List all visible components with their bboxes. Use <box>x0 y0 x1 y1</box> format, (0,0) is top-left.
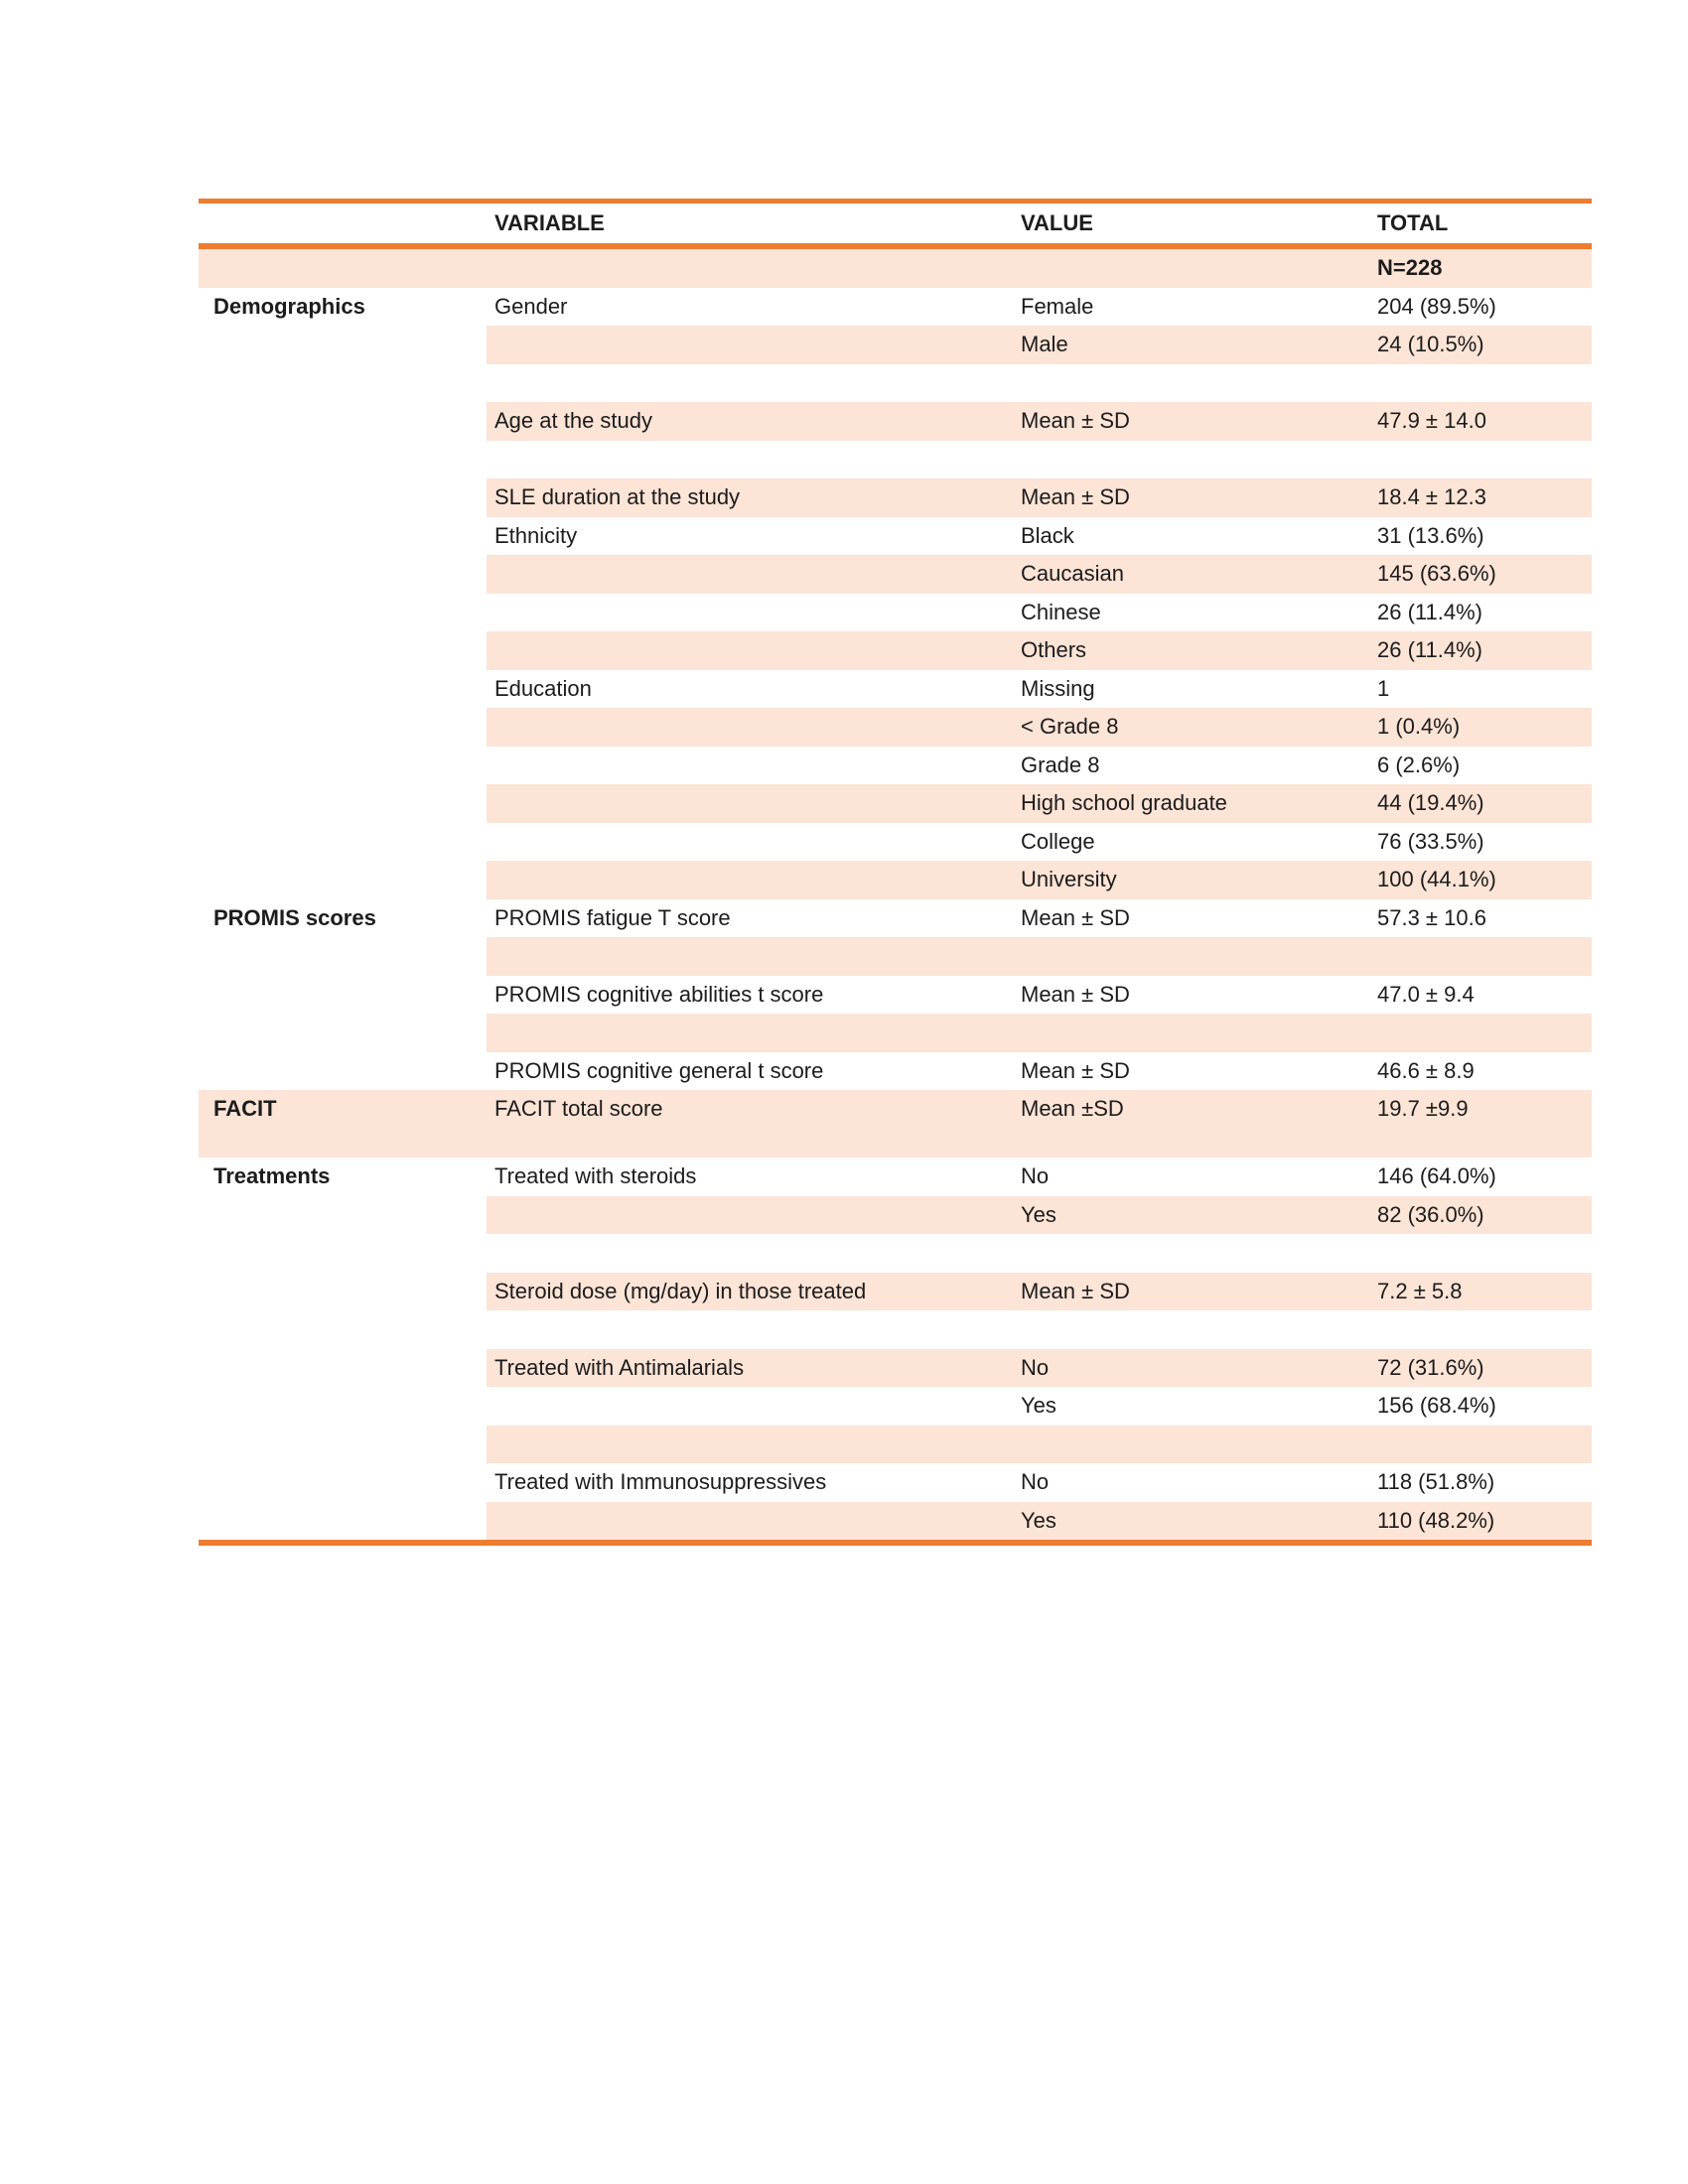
table-row <box>199 1273 1592 1311</box>
spacer-row <box>199 937 1592 976</box>
row-total-cell: 24 (10.5%) <box>1365 326 1592 364</box>
spacer-row <box>199 441 1592 479</box>
table-row <box>199 784 1592 823</box>
row-value-cell <box>1010 1014 1365 1052</box>
row-value-cell: Missing <box>1021 675 1095 701</box>
row-value-cell <box>1010 1234 1365 1273</box>
row-value-cell: No <box>1010 1349 1365 1388</box>
row-category-label <box>199 1426 487 1464</box>
row-variable-cell: Age at the study <box>487 402 1010 441</box>
row-variable-cell <box>487 249 1010 288</box>
row-total-cell <box>1365 1234 1592 1273</box>
row-category-label <box>199 631 487 670</box>
table-row <box>199 631 1592 670</box>
row-value-cell: Others <box>1010 631 1365 670</box>
row-value-cell: Mean ± SD <box>1021 981 1130 1007</box>
row-variable-cell <box>487 631 1010 670</box>
row-value-cell: Mean ± SD <box>1010 478 1365 517</box>
table-row <box>199 249 1592 288</box>
table-row <box>199 823 1592 862</box>
row-total-cell: 46.6 ± 8.9 <box>1377 1057 1475 1083</box>
row-category-label <box>199 1349 487 1388</box>
row-variable-cell: Treated with Immunosuppressives <box>494 1469 827 1495</box>
row-total-cell: 26 (11.4%) <box>1365 631 1592 670</box>
row-category-label <box>199 1463 487 1502</box>
table-row <box>199 708 1592 747</box>
table-row <box>199 555 1592 594</box>
row-category-label <box>199 441 487 479</box>
table-row <box>199 1052 1592 1091</box>
row-variable-cell <box>487 1502 1010 1541</box>
column-header-variable: VARIABLE <box>494 210 605 235</box>
row-category-label <box>199 976 487 1015</box>
column-header-value: VALUE <box>1021 210 1093 235</box>
row-total-cell <box>1365 937 1592 976</box>
spacer-row <box>199 1426 1592 1464</box>
spacer-row <box>199 1234 1592 1273</box>
row-variable-cell: PROMIS cognitive general t score <box>494 1057 824 1083</box>
row-variable-cell <box>487 784 1010 823</box>
row-variable-cell <box>487 1196 1010 1235</box>
row-total-cell: 47.0 ± 9.4 <box>1377 981 1475 1007</box>
table-header-row <box>199 204 1592 243</box>
row-category-label: Demographics <box>213 293 365 319</box>
spacer-row <box>199 364 1592 403</box>
row-variable-cell <box>487 823 1010 862</box>
row-variable-cell <box>487 326 1010 364</box>
row-category-label <box>199 708 487 747</box>
spacer-row <box>199 1014 1592 1052</box>
row-value-cell: Mean ± SD <box>1021 1057 1130 1083</box>
row-variable-cell: PROMIS fatigue T score <box>494 904 731 930</box>
table-row <box>199 1502 1592 1541</box>
row-category-label <box>199 670 487 709</box>
row-total-cell: 18.4 ± 12.3 <box>1365 478 1592 517</box>
row-value-cell: No <box>1021 1469 1050 1495</box>
row-value-cell: No <box>1021 1163 1050 1189</box>
table-row <box>199 976 1592 1015</box>
row-value-cell: University <box>1010 861 1365 899</box>
row-category-label <box>199 594 487 632</box>
table-row <box>199 747 1592 785</box>
row-total-cell: 156 (68.4%) <box>1377 1393 1496 1419</box>
row-value-cell: Black <box>1021 522 1074 548</box>
row-value-cell: Mean ±SD <box>1010 1090 1365 1158</box>
row-value-cell: Mean ± SD <box>1010 1273 1365 1311</box>
row-value-cell: Yes <box>1021 1393 1056 1419</box>
table-row <box>199 1463 1592 1502</box>
row-variable-cell: Treated with Antimalarials <box>487 1349 1010 1388</box>
row-variable-cell <box>487 1234 1010 1273</box>
row-category-label <box>199 784 487 823</box>
row-category-label <box>199 1310 487 1349</box>
table-row <box>199 326 1592 364</box>
row-value-cell <box>1010 364 1365 403</box>
row-category-label <box>199 1014 487 1052</box>
row-total-cell: 82 (36.0%) <box>1365 1196 1592 1235</box>
row-value-cell: < Grade 8 <box>1010 708 1365 747</box>
row-variable-cell <box>487 1014 1010 1052</box>
row-total-cell: 44 (19.4%) <box>1365 784 1592 823</box>
row-variable-cell: FACIT total score <box>487 1090 1010 1158</box>
row-variable-cell: Ethnicity <box>494 522 578 548</box>
row-variable-cell <box>487 861 1010 899</box>
row-value-cell: Chinese <box>1021 599 1101 624</box>
row-category-label <box>199 555 487 594</box>
row-value-cell: College <box>1021 828 1095 854</box>
row-category-label: FACIT <box>199 1090 487 1158</box>
row-variable-cell <box>487 364 1010 403</box>
row-category-label: PROMIS scores <box>213 904 376 930</box>
row-total-cell <box>1365 1014 1592 1052</box>
row-total-cell <box>1365 364 1592 403</box>
row-value-cell: High school graduate <box>1010 784 1365 823</box>
row-category-label <box>199 1196 487 1235</box>
row-category-label <box>199 937 487 976</box>
row-variable-cell <box>487 1310 1010 1349</box>
row-value-cell: Caucasian <box>1010 555 1365 594</box>
row-category-label <box>199 364 487 403</box>
table-row <box>199 402 1592 441</box>
row-category-label <box>199 249 487 288</box>
row-value-cell: Yes <box>1010 1196 1365 1235</box>
row-value-cell <box>1010 937 1365 976</box>
table-row <box>199 517 1592 556</box>
row-value-cell <box>1010 1310 1365 1349</box>
row-total-cell: 110 (48.2%) <box>1365 1502 1592 1541</box>
table-row <box>199 1158 1592 1196</box>
table-row <box>199 1196 1592 1235</box>
row-total-cell: 118 (51.8%) <box>1377 1469 1495 1495</box>
row-variable-cell <box>487 747 1010 785</box>
row-variable-cell: PROMIS cognitive abilities t score <box>494 981 824 1007</box>
column-header-total: TOTAL <box>1377 210 1449 235</box>
row-value-cell: Female <box>1021 293 1094 319</box>
row-category-label <box>199 478 487 517</box>
row-total-cell: 19.7 ±9.9 <box>1365 1090 1592 1158</box>
row-variable-cell <box>487 708 1010 747</box>
row-total-cell: 6 (2.6%) <box>1377 751 1461 777</box>
row-variable-cell: Education <box>494 675 592 701</box>
row-category-label: Treatments <box>213 1163 331 1189</box>
row-value-cell: Male <box>1010 326 1365 364</box>
row-total-cell <box>1365 1310 1592 1349</box>
table-row <box>199 899 1592 938</box>
row-total-cell: 1 (0.4%) <box>1365 708 1592 747</box>
row-total-cell: 31 (13.6%) <box>1377 522 1484 548</box>
row-variable-cell: Gender <box>494 293 568 319</box>
row-variable-cell: Steroid dose (mg/day) in those treated <box>487 1273 1010 1311</box>
row-value-cell: Yes <box>1010 1502 1365 1541</box>
row-total-cell: N=228 <box>1365 249 1592 288</box>
row-variable-cell <box>487 555 1010 594</box>
row-total-cell: 26 (11.4%) <box>1377 599 1482 624</box>
row-category-label <box>199 1234 487 1273</box>
row-total-cell: 72 (31.6%) <box>1365 1349 1592 1388</box>
table-row <box>199 861 1592 899</box>
row-category-label <box>199 1502 487 1541</box>
table-row <box>199 478 1592 517</box>
row-total-cell <box>1365 1426 1592 1464</box>
row-category-label <box>199 1273 487 1311</box>
row-total-cell: 57.3 ± 10.6 <box>1377 904 1486 930</box>
spacer-row <box>199 1310 1592 1349</box>
row-category-label <box>199 861 487 899</box>
column-header-category <box>199 204 487 243</box>
row-category-label <box>199 747 487 785</box>
table-body <box>199 249 1592 1540</box>
row-total-cell: 76 (33.5%) <box>1377 828 1484 854</box>
row-total-cell: 204 (89.5%) <box>1377 293 1496 319</box>
row-variable-cell <box>487 937 1010 976</box>
row-category-label <box>199 326 487 364</box>
row-total-cell: 47.9 ± 14.0 <box>1365 402 1592 441</box>
row-category-label <box>199 402 487 441</box>
table-bottom-border <box>199 1540 1592 1546</box>
row-variable-cell <box>487 1387 1010 1426</box>
table-row <box>199 288 1592 327</box>
row-total-cell: 7.2 ± 5.8 <box>1365 1273 1592 1311</box>
row-value-cell: Mean ± SD <box>1021 904 1130 930</box>
table-row <box>199 1349 1592 1388</box>
row-total-cell: 1 <box>1377 675 1390 701</box>
table-row <box>199 1090 1592 1158</box>
row-variable-cell <box>487 594 1010 632</box>
row-category-label <box>199 823 487 862</box>
row-category-label <box>199 517 487 556</box>
row-category-label <box>199 1052 487 1091</box>
row-value-cell: Grade 8 <box>1021 751 1100 777</box>
row-total-cell: 145 (63.6%) <box>1365 555 1592 594</box>
row-total-cell: 146 (64.0%) <box>1377 1163 1496 1189</box>
row-value-cell <box>1010 1426 1365 1464</box>
study-characteristics-table <box>199 199 1592 1546</box>
row-total-cell: 100 (44.1%) <box>1365 861 1592 899</box>
row-variable-cell: Treated with steroids <box>494 1163 697 1189</box>
table-row <box>199 670 1592 709</box>
row-category-label <box>199 1387 487 1426</box>
table-row <box>199 1387 1592 1426</box>
row-variable-cell <box>487 1426 1010 1464</box>
row-variable-cell <box>487 441 1010 479</box>
row-variable-cell: SLE duration at the study <box>487 478 1010 517</box>
row-value-cell: Mean ± SD <box>1010 402 1365 441</box>
table-row <box>199 594 1592 632</box>
row-value-cell <box>1010 249 1365 288</box>
row-total-cell <box>1365 441 1592 479</box>
row-value-cell <box>1010 441 1365 479</box>
